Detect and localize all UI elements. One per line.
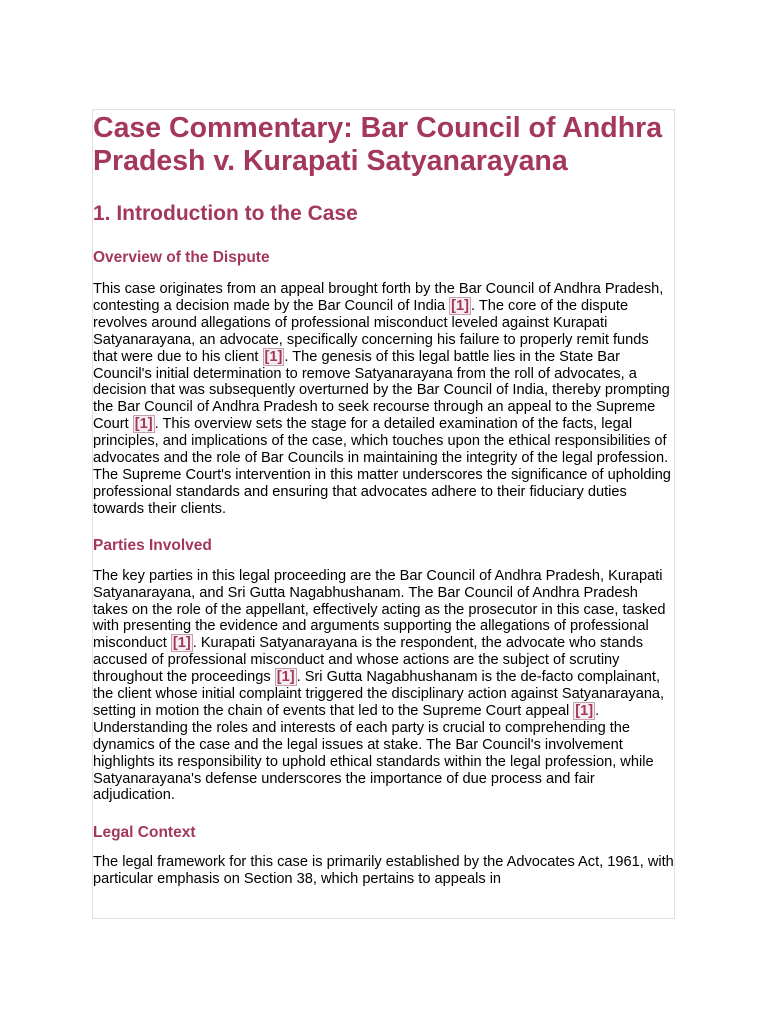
text-segment: . The core of the dispute revolves around allegations of professional misconduct leveled against Kurapati Satyanarayana, an advocate, specifically concerning his failure to properly remit funds that were due to his client xyxy=(93,297,649,365)
text-segment: The legal framework for this case is primarily established by the Advocates Act, 1961, with particular emphasis on Section 38, which pertains to appeals in xyxy=(93,854,674,888)
citation-link[interactable]: [1] xyxy=(276,669,295,686)
text-segment: . This overview sets the stage for a detailed examination of the facts, legal principles, and implications of the case, which touches upon the ethical responsibilities of advocates and the role of Bar Councils in maintaining the integrity of the legal profession. The Supreme Court's intervention in this matter underscores the significance of upholding professional standards and ensuring that advocates adhere to their fiduciary duties towards their clients. xyxy=(93,416,671,517)
text-segment: . Sri Gutta Nagabhushanam is the de-facto complainant, the client whose initial complaint triggered the disciplinary action against Satyanarayana, setting in motion the chain of events that led to the Supreme Court appeal xyxy=(93,669,665,719)
citation-link[interactable]: [1] xyxy=(172,635,191,652)
document-title: Case Commentary: Bar Council of Andhra Pradesh v. Kurapati Satyanarayana xyxy=(93,112,663,177)
parties-paragraph xyxy=(93,568,674,805)
legal-context-paragraph xyxy=(93,854,674,888)
text-segment: . Understanding the roles and interests of each party is crucial to comprehending the dynamics of the case and the legal issues at stake. The Bar Council's involvement highlights its responsibility to uphold ethical standards within the legal profession, while Satyanarayana's defense underscores the importance of due process and fair adjudication. xyxy=(93,702,654,804)
text-segment: . Kurapati Satyanarayana is the respondent, the advocate who stands accused of professional misconduct and whose actions are the subject of scrutiny throughout the proceedings xyxy=(93,635,643,686)
citation-link[interactable]: [1] xyxy=(264,348,283,365)
citation-link[interactable]: [1] xyxy=(575,702,594,719)
subsection-heading-legal-context: Legal Context xyxy=(93,824,196,842)
citation-link[interactable]: [1] xyxy=(451,297,469,314)
text-segment: . The genesis of this legal battle lies in the State Bar Council's initial determination to remove Satyanarayana from the roll of advocates, a decision that was subsequently overturned by the Bar Council of India, thereby prompting the Bar Council of Andhra Pradesh to seek recourse through an appeal to the Supreme Court xyxy=(93,348,670,433)
subsection-heading-overview: Overview of the Dispute xyxy=(93,249,270,266)
subsection-heading-parties: Parties Involved xyxy=(93,536,212,554)
document-content xyxy=(93,110,674,888)
document-page xyxy=(92,109,675,919)
section-heading-introduction: 1. Introduction to the Case xyxy=(93,202,358,225)
text-segment: This case originates from an appeal brought forth by the Bar Council of Andhra Pradesh, contesting a decision made by the Bar Council of India xyxy=(93,281,664,314)
text-segment: The key parties in this legal proceeding are the Bar Council of Andhra Pradesh, Kurapati Satyanarayana, and Sri Gutta Nagabhushanam. The Bar Council of Andhra Pradesh takes on the role of the appellant, effectively acting as the prosecutor in this case, tasked with presenting the evidence and arguments supporting the allegations of professional misconduct xyxy=(93,567,666,652)
citation-link[interactable]: [1] xyxy=(134,416,153,433)
overview-paragraph xyxy=(93,281,674,518)
